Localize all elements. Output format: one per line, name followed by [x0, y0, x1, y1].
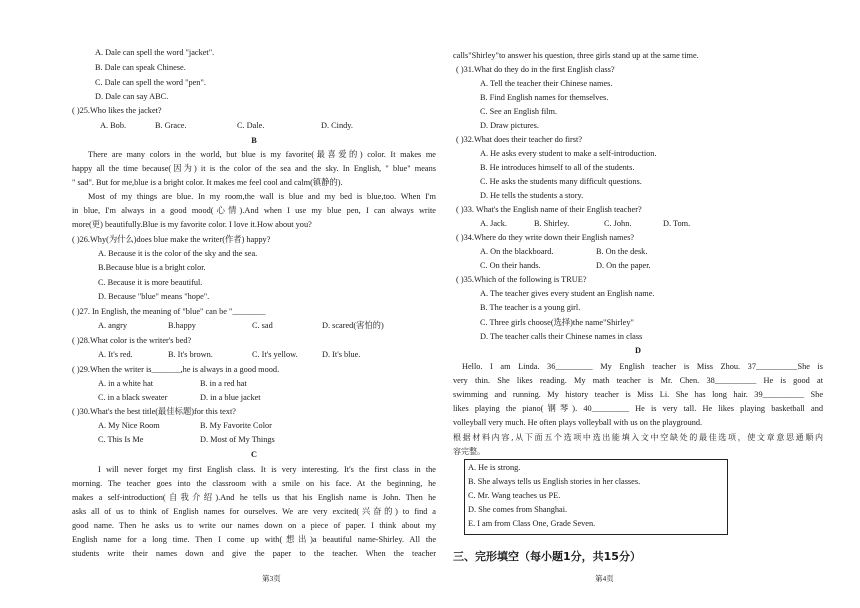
q35-option-a: A. The teacher gives every student an English name. [480, 289, 655, 298]
q35-option-b: B. The teacher is a young girl. [480, 303, 581, 312]
q28-option-a: A. It's red. [98, 350, 133, 359]
q32-option-d: D. He tells the students a story. [480, 191, 584, 200]
q31-option-c: C. See an English film. [480, 107, 557, 116]
q30-option-b: B. My Favorite Color [200, 421, 272, 430]
q30-option-a: A. My Nice Room [98, 421, 160, 430]
passage-c-line: asks all of us to think of English names for ourselves. We are very excited(兴奋的) to find a [72, 507, 436, 516]
passage-c-line: I will never forget my first English class. It is very interesting. It's the first class in the [98, 465, 436, 474]
passage-b-line: more(更) beautifully.Blue is my favorite color. I love it.How about you? [72, 220, 312, 229]
passage-c-line: students write their names down and give the paper to the teacher. When the teacher [72, 549, 436, 558]
q31-option-b: B. Find English names for themselves. [480, 93, 609, 102]
page-number: 第3页 [262, 574, 281, 583]
passage-c-line: makes a self-introduction(自我介绍).And he tells us that his English name is John. Then he [72, 493, 436, 502]
q29-question: ( )29.When the writer is_______,he is always in a good mood. [72, 365, 280, 374]
q32-question: ( )32.What does their teacher do first? [456, 135, 583, 144]
q34-option-a: A. On the blackboard. [480, 247, 554, 256]
box-option-a: A. He is strong. [468, 463, 521, 472]
passage-d-line: volleyball very much. He often plays volleyball with us on the playground. [453, 418, 703, 427]
q30-option-d: D. Most of My Things [200, 435, 275, 444]
q33-question: ( )33. What's the English name of their English teacher? [456, 205, 642, 214]
q25-option-a: A. Bob. [100, 121, 127, 130]
q32-option-c: C. He asks the students many difficult questions. [480, 177, 642, 186]
passage-c-line: English name for a long time. Then I come up with(想出)a beautiful name-Shirley. All the [72, 535, 436, 544]
q28-option-c: C. It's yellow. [252, 350, 298, 359]
q24-option-b: B. Dale can speak Chinese. [95, 63, 186, 72]
q26-option-a: A. Because it is the color of the sky and the sea. [98, 249, 258, 258]
section-d-title: D [635, 346, 641, 355]
q24-option-c: C. Dale can spell the word "pen". [95, 78, 206, 87]
q32-option-b: B. He introduces himself to all of the students. [480, 163, 635, 172]
box-option-b: B. She always tells us English stories in her classes. [468, 477, 641, 486]
q29-option-d: D. in a blue jacket [200, 393, 261, 402]
page-number: 第4页 [595, 574, 614, 583]
q26-question: ( )26.Why(为什么)does blue make the writer(作者) happy? [72, 235, 271, 244]
q25-option-c: C. Dale. [237, 121, 265, 130]
q28-option-d: D. It's blue. [322, 350, 361, 359]
q29-option-b: B. in a red hat [200, 379, 247, 388]
passage-c-line: calls"Shirley"to answer his question, three girls stand up at the same time. [453, 51, 699, 60]
q33-option-d: D. Tom. [663, 219, 691, 228]
q33-option-c: C. John. [604, 219, 632, 228]
passage-b-line: There are many colors in the world, but blue is my favorite(最喜爱的) color. It makes me [88, 150, 436, 159]
box-option-c: C. Mr. Wang teaches us PE. [468, 491, 561, 500]
q34-option-b: B. On the desk. [596, 247, 648, 256]
q28-question: ( )28.What color is the writer's bed? [72, 336, 192, 345]
q31-question: ( )31.What do they do in the first English class? [456, 65, 615, 74]
q33-option-a: A. Jack. [480, 219, 507, 228]
q27-question: ( )27. In English, the meaning of "blue" can be "________ [72, 307, 266, 316]
section-c-title: C [251, 450, 257, 459]
q29-option-a: A. in a white hat [98, 379, 154, 388]
cn-instruction: 根据材料内容,从下面五个选项中选出能填入文中空缺处的最佳选项，使文章意思通顺内 [453, 433, 823, 442]
section-three-heading: 三、完形填空（每小题1分，共15分） [453, 550, 641, 563]
q27-option-a: A. angry [98, 321, 128, 330]
cn-instruction: 容完整。 [453, 447, 485, 456]
q30-option-c: C. This Is Me [98, 435, 144, 444]
q25-question: ( )25.Who likes the jacket? [72, 106, 162, 115]
passage-b-line: in blue, I'm always in a good mood(心情).And when I use my blue pen, I can always write [72, 206, 436, 215]
q25-option-b: B. Grace. [155, 121, 187, 130]
passage-c-line: good name. Then he asks us to write our names down on a piece of paper. I think about my [72, 521, 436, 530]
q35-question: ( )35.Which of the following is TRUE? [456, 275, 587, 284]
q32-option-a: A. He asks every student to make a self-introduction. [480, 149, 657, 158]
q35-option-d: D. The teacher calls their Chinese names in class [480, 332, 643, 341]
q26-option-c: C. Because it is more beautiful. [98, 278, 203, 287]
q34-question: ( )34.Where do they write down their English names? [456, 233, 635, 242]
q29-option-c: C. in a black sweater [98, 393, 168, 402]
q25-option-d: D. Cindy. [321, 121, 353, 130]
passage-b-line: Most of my things are blue. In my room,the wall is blue and my bed is blue,too. When I'm [88, 192, 436, 201]
q35-option-c: C. Three girls choose(选择)the name"Shirley" [480, 318, 634, 327]
passage-d-line: swimming and running. My history teacher is Miss Li. She has long hair. 39__________ She [453, 390, 823, 399]
box-option-e: E. I am from Class One, Grade Seven. [468, 519, 596, 528]
section-b-title: B [251, 136, 257, 145]
q27-option-b: B.happy [168, 321, 196, 330]
passage-d-line: very thin. She likes reading. My math teacher is Mr. Chen. 38__________ He is good at [453, 376, 823, 385]
q24-option-a: A. Dale can spell the word "jacket". [95, 48, 215, 57]
page-4 [448, 0, 860, 608]
q26-option-d: D. Because "blue" means "hope". [98, 292, 210, 301]
passage-d-line: Hello. I am Linda. 36_________ My English teacher is Miss Zhou. 37__________She is [462, 362, 823, 371]
q27-option-c: C. sad [252, 321, 273, 330]
q31-option-d: D. Draw pictures. [480, 121, 539, 130]
q24-option-d: D. Dale can say ABC. [95, 92, 169, 101]
q31-option-a: A. Tell the teacher their Chinese names. [480, 79, 613, 88]
box-option-d: D. She comes from Shanghai. [468, 505, 568, 514]
passage-b-line: " sad". But for me,blue is a bright color. It makes me feel cool and calm(镇静的). [72, 178, 343, 187]
q34-option-c: C. On their hands. [480, 261, 541, 270]
q27-option-d: D. scared(害怕的) [322, 321, 384, 330]
q33-option-b: B. Shirley. [534, 219, 570, 228]
q34-option-d: D. On the paper. [596, 261, 651, 270]
q28-option-b: B. It's brown. [168, 350, 213, 359]
q30-question: ( )30.What's the best title(最佳标题)for this text? [72, 407, 236, 416]
q26-option-b: B.Because blue is a bright color. [98, 263, 206, 272]
passage-b-line: happy all the time because(因为) it is the color of the sea and the sky. In English, " blue" means [72, 164, 436, 173]
passage-d-line: likes playing the piano(钢琴). 40_________ He is very tall. He likes playing basketball and [453, 404, 823, 413]
passage-c-line: morning. The teacher goes into the classroom with a smile on his face. At the beginning, he [72, 479, 436, 488]
